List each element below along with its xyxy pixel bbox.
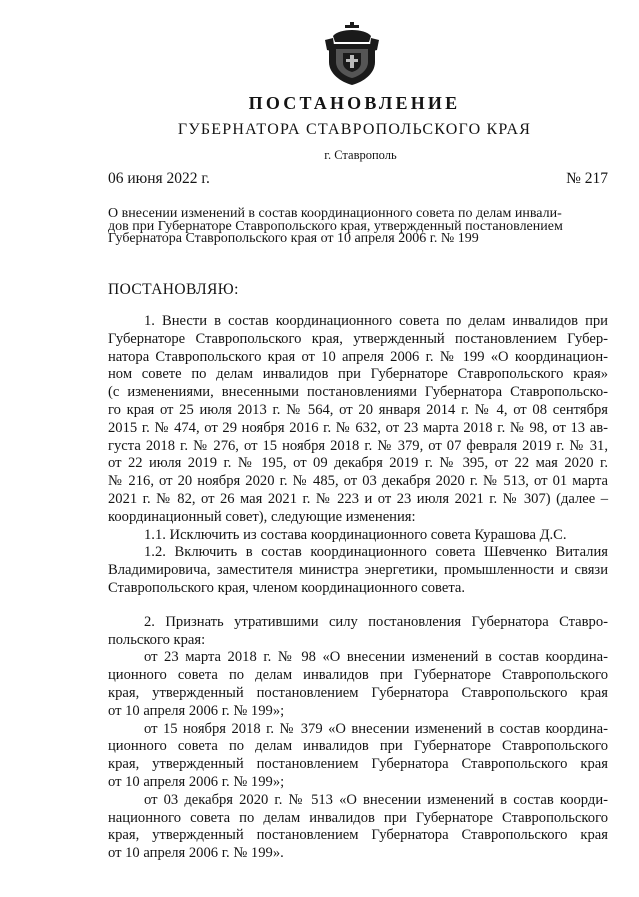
subject-line: О внесении изменений в состав координационного совета по делам инвали- [108, 206, 562, 221]
subject-line: Губернатора Ставропольского края от 10 апреля 2006 г. № 199 [108, 231, 479, 246]
body-line: координационный совет), следующие изменения: [108, 508, 416, 525]
document-number: № 217 [566, 170, 608, 187]
body-line: ционного совета по делам инвалидов при Губернаторе Ставропольского [108, 738, 608, 755]
body-line: польского края: [108, 631, 206, 648]
body-line: от 23 марта 2018 г. № 98 «О внесении изменений в состав координа- [144, 649, 608, 666]
body-line: края, утвержденный постановлением Губернатора Ставропольского края [108, 684, 608, 701]
body-line: национного совета по делам инвалидов при Губернаторе Ставропольского [108, 809, 608, 826]
body-line: 2. Признать утратившими силу постановления Губернатора Ставро- [144, 613, 608, 630]
body-line: Губернаторе Ставропольского края, утвержденный постановлением Губер- [108, 330, 608, 347]
body-line: ном совете по делам инвалидов при Губернаторе Ставропольского края» [108, 366, 608, 383]
body-line: Владимировича, заместителя министра энергетики, промышленности и связи [108, 562, 608, 579]
body-line: 1.1. Исключить из состава координационного совета Курашова Д.С. [144, 526, 567, 543]
document-type-title: ПОСТАНОВЛЕНИЕ [248, 93, 461, 113]
subject-line: дов при Губернаторе Ставропольского края, утвержденный постановлением [108, 218, 563, 234]
issuer-subtitle: ГУБЕРНАТОРА СТАВРОПОЛЬСКОГО КРАЯ [177, 121, 532, 138]
coat-of-arms-icon [325, 22, 379, 86]
body-line: густа 2018 г. № 276, от 15 ноября 2018 г. № 379, от 07 февраля 2019 г. № 31, [108, 437, 608, 454]
body-line: Ставропольского края, членом координационного совета. [108, 579, 465, 596]
body-line: 2015 г. № 474, от 29 ноября 2016 г. № 632, от 23 марта 2018 г. № 98, от 13 ав- [108, 419, 608, 436]
body-line: 2021 г. № 82, от 26 мая 2021 г. № 223 и от 23 июля 2021 г. № 307) (далее – [108, 490, 608, 507]
body-line: от 10 апреля 2006 г. № 199»; [108, 702, 285, 719]
body-line: от 10 апреля 2006 г. № 199»; [108, 773, 285, 790]
city-label: г. Ставрополь [324, 148, 397, 162]
document-subject [108, 208, 608, 246]
body-line: го края от 25 июля 2013 г. № 564, от 20 января 2014 г. № 4, от 08 сентября [108, 401, 608, 418]
body-line: от 10 апреля 2006 г. № 199». [108, 845, 284, 862]
decree-heading: ПОСТАНОВЛЯЮ: [108, 281, 239, 298]
body-line: (с изменениями, внесенными постановлениями Губернатора Ставропольско- [108, 384, 608, 401]
body-line: края, утвержденный постановлением Губернатора Ставропольского края [108, 827, 608, 844]
body-line: 1. Внести в состав координационного совета по делам инвалидов при [144, 313, 608, 329]
body-line: ционного совета по делам инвалидов при Губернаторе Ставропольского [108, 667, 608, 684]
body-line: натора Ставропольского края от 10 апреля 2006 г. № 199 «О координацион- [108, 348, 608, 365]
body-line: 1.2. Включить в состав координационного совета Шевченко Виталия [144, 544, 608, 561]
body-line: от 15 ноября 2018 г. № 379 «О внесении изменений в состав координа- [144, 720, 608, 737]
body-line: от 03 декабря 2020 г. № 513 «О внесении изменений в состав коорди- [144, 791, 608, 808]
body-line: от 22 июля 2019 г. № 195, от 09 декабря 2019 г. № 395, от 22 мая 2020 г. [108, 455, 608, 472]
document-body [108, 313, 608, 863]
body-line: № 216, от 20 ноября 2020 г. № 485, от 03 декабря 2020 г. № 513, от 01 марта [108, 473, 608, 490]
body-line: края, утвержденный постановлением Губернатора Ставропольского края [108, 756, 608, 773]
document-date: 06 июня 2022 г. [108, 170, 210, 187]
